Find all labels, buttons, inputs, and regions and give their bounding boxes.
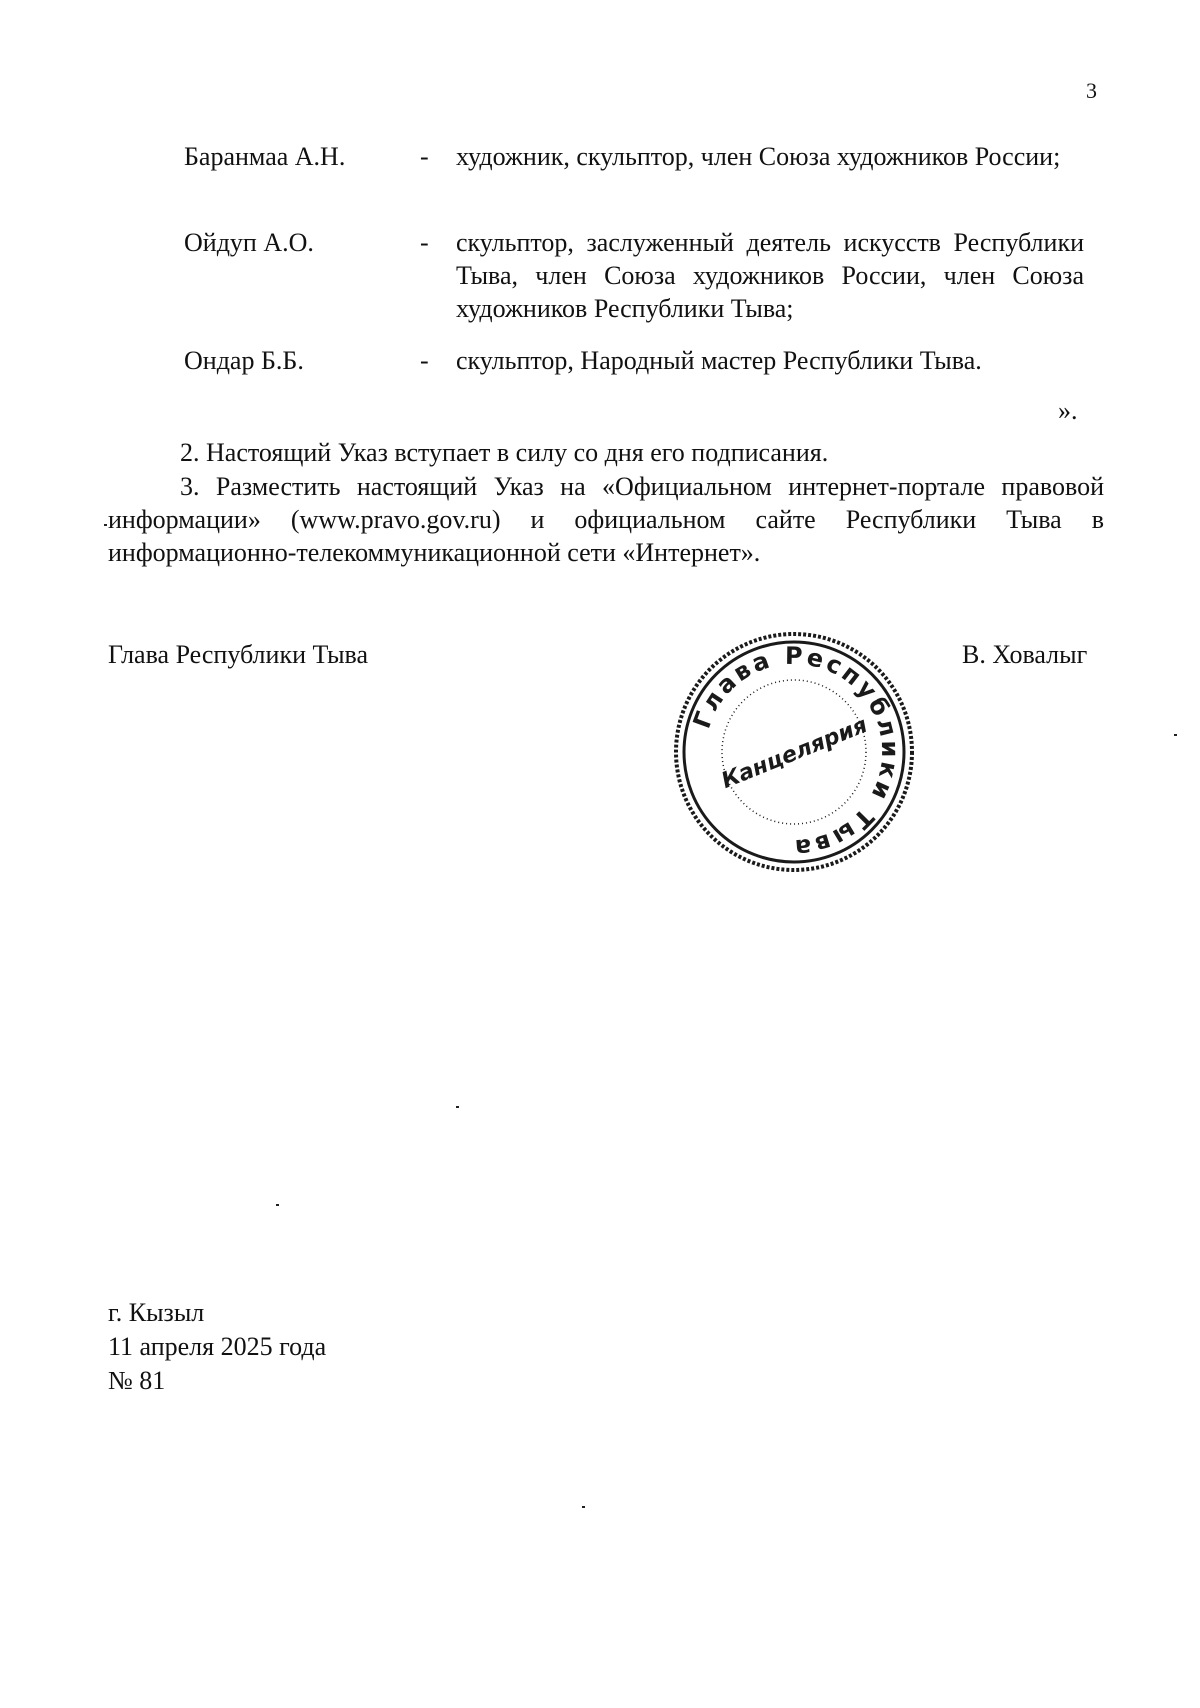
- scan-speck: [1174, 734, 1177, 736]
- member-dash: -: [420, 346, 429, 375]
- signature-name: В. Ховалыг: [962, 640, 1088, 669]
- member-dash: -: [420, 228, 429, 257]
- seal-outer-text: Глава Республики Тыва: [687, 641, 905, 863]
- member-description: художник, скульптор, член Союза художников России;: [456, 142, 1061, 171]
- issue-details: [108, 1296, 326, 1398]
- scan-speck: [276, 1204, 279, 1206]
- scan-speck: [582, 1506, 585, 1508]
- official-seal: [670, 628, 918, 876]
- member-name: Баранмаа А.Н.: [184, 142, 346, 171]
- issue-place: г. Кызыл: [108, 1298, 205, 1327]
- member-description: скульптор, заслуженный деятель искусств Республики Тыва, член Союза художников России, член Союза художников Республики Тыва;: [456, 228, 1084, 323]
- member-name: Ойдуп А.О.: [184, 228, 314, 257]
- scan-speck: [456, 1106, 459, 1108]
- scan-speck: [104, 524, 107, 526]
- member-name: Ондар Б.Б.: [184, 346, 304, 375]
- paragraph-3: 3. Разместить настоящий Указ на «Официальном интернет-портале правовой информации» (www.pravo.gov.ru) и официальном сайте Республики Тыва в информационно-телекоммуникационной сети «Интернет».: [108, 472, 1104, 567]
- member-dash: -: [420, 142, 429, 171]
- signature-title: Глава Республики Тыва: [108, 640, 369, 669]
- closing-quote: ».: [1058, 396, 1078, 425]
- issue-date: 11 апреля 2025 года: [108, 1332, 327, 1361]
- document-number: № 81: [108, 1366, 166, 1395]
- page-number: 3: [1086, 78, 1097, 103]
- member-description: скульптор, Народный мастер Республики Тыва.: [456, 346, 982, 375]
- paragraph-2: 2. Настоящий Указ вступает в силу со дня его подписания.: [180, 438, 829, 467]
- seal-center-text: Канцелярия: [718, 712, 872, 794]
